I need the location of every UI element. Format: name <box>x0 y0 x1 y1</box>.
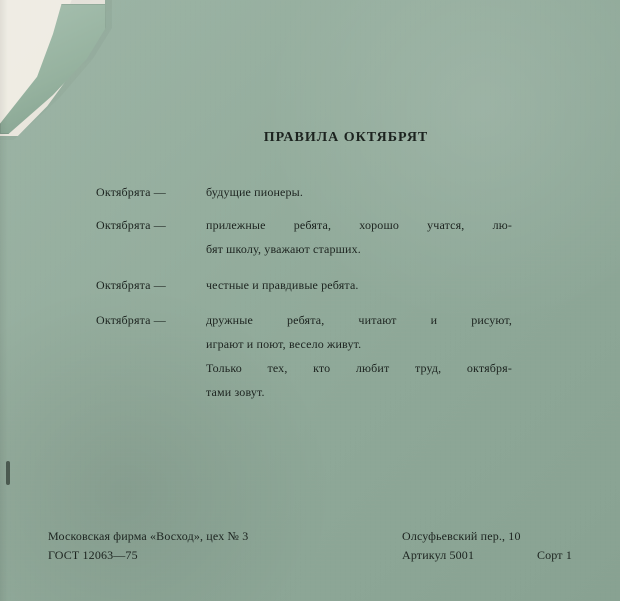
footer-right <box>402 527 572 565</box>
rule-2-text <box>206 213 512 261</box>
footer-left-line-2: ГОСТ 12063—75 <box>48 548 138 562</box>
rule-1-label <box>96 183 198 201</box>
rule-2-line-1: прилежные ребята, хорошо учатся, лю- <box>206 218 512 232</box>
rule-3-name: Октябрята <box>96 278 151 292</box>
rule-2-label <box>96 216 198 234</box>
rule-4-line-4: тами зовут. <box>206 385 265 399</box>
sort-label: Сорт 1 <box>537 548 572 562</box>
rule-1-name: Октябрята <box>96 185 151 199</box>
rule-3-text <box>206 273 512 297</box>
rule-1-line-1: будущие пионеры. <box>206 185 304 199</box>
rule-4-line-1: дружные ребята, читают и рисуют, <box>206 313 512 327</box>
rule-4-dash: — <box>153 313 166 327</box>
rule-3-label <box>96 276 198 294</box>
rule-4-text <box>206 308 512 404</box>
footer-left <box>48 527 248 565</box>
rule-2-line-2: бят школу, уважают старших. <box>206 242 361 256</box>
rule-1-dash: — <box>153 185 166 199</box>
footer-left-line-1: Московская фирма «Восход», цех № 3 <box>48 529 249 543</box>
footer-right-line-2 <box>402 546 572 565</box>
rule-4-line-3: Только тех, кто любит труд, октября- <box>206 361 512 375</box>
footer-right-line-1: Олсуфьевский пер., 10 <box>402 529 521 543</box>
rule-4-label <box>96 311 198 329</box>
page-title: ПРАВИЛА ОКТЯБРЯТ <box>263 130 429 145</box>
rule-2-name: Октябрята <box>96 218 151 232</box>
article-number: Артикул 5001 <box>402 548 475 562</box>
rule-3-dash: — <box>153 278 166 292</box>
rule-3-line-1: честные и правдивые ребята. <box>206 278 359 292</box>
rule-1-text <box>206 180 512 204</box>
rule-2-dash: — <box>153 218 166 232</box>
rule-4-line-2: играют и поют, весело живут. <box>206 337 362 351</box>
rule-4-name: Октябрята <box>96 313 151 327</box>
